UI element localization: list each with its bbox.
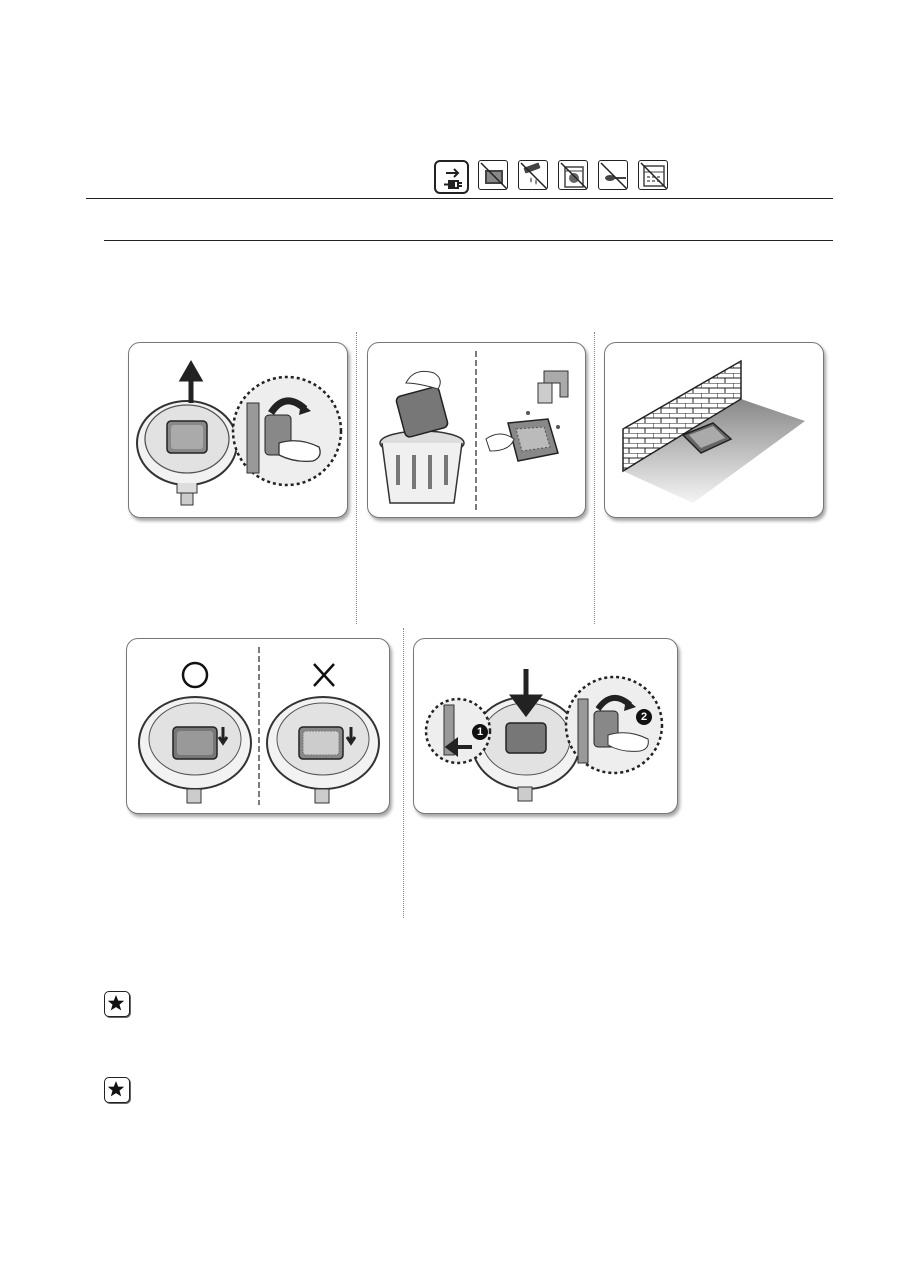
incorrect-mark bbox=[314, 664, 334, 686]
clean-filter-panel bbox=[367, 342, 586, 518]
care-symbols bbox=[434, 160, 674, 194]
correct-orientation-panel bbox=[126, 638, 390, 814]
column-separator bbox=[356, 332, 357, 624]
correct-mark bbox=[183, 663, 207, 687]
remove-filter-panel bbox=[128, 342, 348, 518]
no-dryer-icon bbox=[558, 160, 588, 190]
no-hot-water-icon bbox=[518, 160, 548, 190]
no-dishwasher-icon bbox=[478, 160, 508, 190]
unplug-icon bbox=[434, 160, 469, 194]
dry-filter-panel bbox=[604, 342, 824, 518]
column-separator bbox=[403, 628, 404, 918]
no-brush-icon bbox=[598, 160, 628, 190]
no-drying-machine-icon bbox=[638, 160, 668, 190]
note-star-icon bbox=[104, 991, 130, 1017]
section-rule bbox=[104, 240, 833, 241]
callout-2: 2 bbox=[636, 709, 652, 725]
reinsert-filter-panel bbox=[413, 638, 678, 814]
header-rule bbox=[86, 198, 833, 199]
note-star-icon bbox=[104, 1077, 130, 1103]
column-separator bbox=[594, 332, 595, 624]
callout-1: 1 bbox=[472, 724, 488, 740]
